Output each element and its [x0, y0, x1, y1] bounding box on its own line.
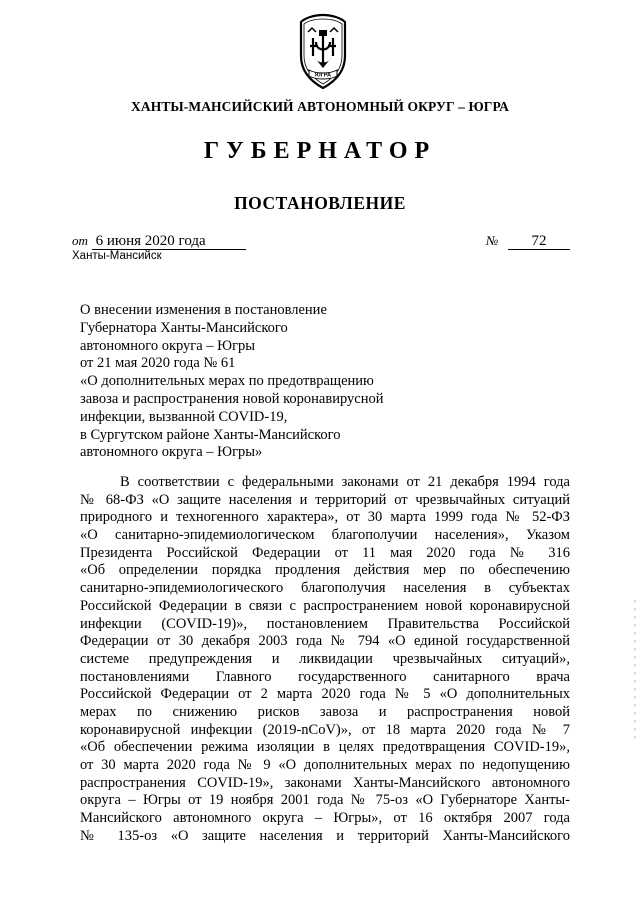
body-line: В соответствии с федеральными законами от 21 декабря 1994 года — [120, 474, 570, 490]
date-value: 6 июня 2020 года — [92, 234, 246, 250]
number-value: 72 — [508, 234, 570, 250]
body-line: округа – Югры от 19 ноября 2001 года № 75-оз «О Губернаторе Ханты- — [80, 792, 570, 809]
body-line: Российской Федерации в связи с распространением новой коронавирусной — [80, 597, 570, 614]
body-line: природного и техногенного характера», от 30 марта 1999 года № 52-ФЗ — [80, 509, 570, 526]
body-line: мерах по снижению рисков завоза и распространения новой — [80, 703, 570, 720]
body-line: распространения COVID-19», законами Ханты-Мансийского автономного — [80, 774, 570, 791]
subject-line: автономного округа – Югры — [80, 337, 256, 354]
region-name: ХАНТЫ-МАНСИЙСКИЙ АВТОНОМНЫЙ ОКРУГ – ЮГРА — [131, 99, 509, 114]
body-line: № 135-оз «О защите населения и территорий Ханты-Мансийского — [80, 827, 570, 844]
emblem-text: ЮГРА — [315, 72, 331, 79]
body-line: системе предупреждения и ликвидации чрезвычайных ситуаций», — [80, 650, 570, 667]
document-body — [80, 474, 570, 845]
body-line: Мансийского автономного округа – Югры», от 16 октября 2007 года — [80, 810, 570, 827]
body-line: Федерации от 30 декабря 2003 года № 794 «О единой государственной — [80, 633, 570, 650]
body-line: Президента Российской Федерации от 11 мая 2020 года № 316 — [80, 544, 570, 561]
body-line: «О санитарно-эпидемиологическом благополучии населения», Указом — [80, 527, 570, 544]
body-line: «Об определении порядка продления действия мер по обеспечению — [80, 562, 570, 579]
body-line: № 68-ФЗ «О защите населения и территорий от чрезвычайных ситуаций — [80, 491, 570, 508]
document-number — [486, 233, 570, 250]
page-title: ГУБЕРНАТОР — [203, 138, 437, 164]
subject-line: «О дополнительных мерах по предотвращению — [80, 373, 374, 390]
body-line: «Об обеспечении режима изоляции в целях предотвращения COVID-19», — [80, 739, 570, 756]
subject-line: в Сургутском районе Ханты-Мансийского — [80, 426, 341, 443]
subject-line: от 21 мая 2020 года № 61 — [80, 355, 236, 372]
body-line: Российской Федерации от 2 марта 2020 года № 5 «О дополнительных — [80, 686, 570, 703]
body-line: от 30 марта 2020 года № 9 «О дополнительных мерах по недопущению — [80, 757, 570, 773]
body-line: постановлениями Главного государственного санитарного врача — [80, 668, 570, 685]
city-name: Ханты-Мансийск — [72, 250, 162, 262]
body-line: инфекции (COVID-19)», постановлением Правительства Российской — [80, 615, 570, 632]
number-prefix: № — [486, 233, 499, 248]
date-prefix: от — [72, 233, 88, 248]
subject-line: Губернатора Ханты-Мансийского — [80, 319, 288, 336]
body-line: санитарно-эпидемиологического благополучия населения в субъектах — [80, 580, 570, 597]
subject-line: завоза и распространения новой коронавирусной — [80, 390, 384, 407]
subject-line: инфекции, вызванной COVID-19, — [80, 408, 288, 425]
scan-margin-mark — [634, 600, 636, 740]
body-line: коронавирусной инфекции (2019-nCoV)», от 18 марта 2020 года № 7 — [80, 721, 570, 738]
document-subject — [80, 302, 440, 462]
subject-line: автономного округа – Югры» — [80, 444, 263, 461]
document-date — [72, 233, 246, 250]
coat-of-arms-icon — [296, 12, 350, 92]
subject-line: О внесении изменения в постановление — [80, 302, 327, 318]
document-type: ПОСТАНОВЛЕНИЕ — [234, 193, 406, 213]
